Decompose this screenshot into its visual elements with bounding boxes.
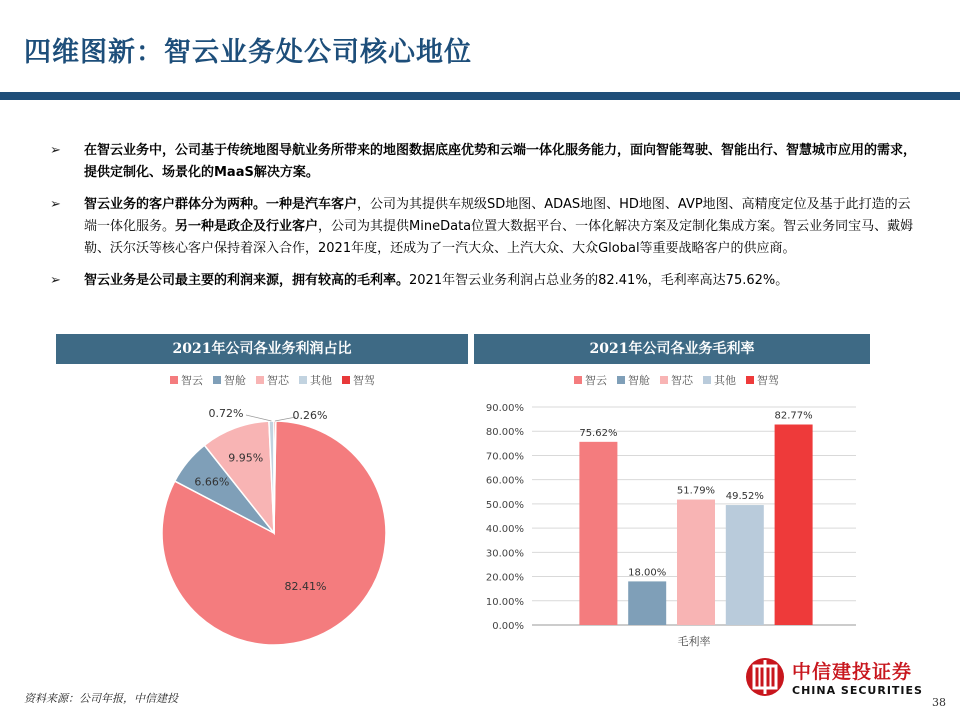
legend-label: 其他 [310, 374, 332, 387]
legend-label: 智舱 [628, 374, 650, 387]
legend-swatch [170, 376, 178, 384]
pie-chart [140, 395, 440, 650]
y-tick-label: 10.00% [485, 596, 524, 608]
source-note: 资料来源：公司年报，中信建投 [24, 692, 178, 705]
legend-swatch [574, 376, 582, 384]
bullet-item [50, 194, 920, 260]
bullet-list [50, 140, 920, 302]
legend-item [746, 372, 779, 388]
legend-swatch [299, 376, 307, 384]
bar [579, 442, 617, 625]
bullet-arrow-icon: ➢ [50, 273, 61, 288]
legend-label: 其他 [714, 374, 736, 387]
title-divider [0, 92, 960, 100]
legend-swatch [342, 376, 350, 384]
logo-text-cn: 中信建投证券 [792, 661, 913, 683]
bullet-item [50, 270, 920, 292]
legend-item [170, 372, 203, 388]
bar-chart [474, 395, 870, 657]
legend-swatch [256, 376, 264, 384]
bar-data-label: 82.77% [774, 410, 813, 422]
bullet-arrow-icon: ➢ [50, 143, 61, 158]
legend-label: 智云 [181, 374, 203, 387]
logo-text-en: CHINA SECURITIES [792, 684, 923, 697]
legend-label: 智驾 [757, 374, 779, 387]
pie-leader-line [246, 415, 271, 421]
legend-swatch [703, 376, 711, 384]
legend-item [342, 372, 375, 388]
y-tick-label: 80.00% [485, 427, 524, 439]
bullet-item [50, 140, 920, 184]
y-tick-label: 20.00% [485, 572, 524, 584]
bar-legend [574, 372, 779, 388]
bar-data-label: 75.62% [579, 427, 618, 439]
y-tick-label: 50.00% [485, 499, 524, 511]
bullet-text: 2021年智云业务利润占总业务的82.41%，毛利率高达75.62%。 [409, 273, 789, 288]
page-number: 38 [932, 696, 946, 709]
company-logo [744, 656, 923, 698]
bullet-arrow-icon: ➢ [50, 197, 61, 212]
pie-data-label: 0.26% [292, 409, 328, 422]
legend-label: 智驾 [353, 374, 375, 387]
bar [677, 500, 715, 625]
pie-chart-title: 2021年公司各业务利润占比 [56, 334, 468, 364]
legend-swatch [660, 376, 668, 384]
legend-swatch [746, 376, 754, 384]
legend-item [256, 372, 289, 388]
bullet-bold-text: 另一种是政企及行业客户 [175, 219, 319, 234]
y-tick-label: 0.00% [492, 621, 524, 632]
legend-item [703, 372, 736, 388]
legend-swatch [617, 376, 625, 384]
pie-data-label: 82.41% [284, 579, 327, 593]
bullet-bold-text: 在智云业务中，公司基于传统地图导航业务所带来的地图数据底座优势和云端一体化服务能力，面向智能驾驶、智能出行、智慧城市应用的需求，提供定制化、场景化的MaaS解决方案。 [84, 143, 917, 180]
bullet-bold-text: 智云业务的客户群体分为两种。一种是汽车客户 [84, 197, 358, 212]
y-tick-label: 70.00% [485, 451, 524, 463]
bar [775, 425, 813, 625]
bullet-text: ，公司为其提供车规级SD地图、ADAS地图、HD地图、AVP地图、高精度定位及基于此打造的云端一体化服务。 [84, 197, 911, 234]
bar-data-label: 18.00% [628, 567, 667, 579]
legend-item [660, 372, 693, 388]
legend-item [299, 372, 332, 388]
pie-data-label: 0.72% [208, 407, 244, 420]
legend-label: 智舱 [224, 374, 246, 387]
bar [628, 581, 666, 625]
legend-item [617, 372, 650, 388]
page-title: 四维图新：智云业务处公司核心地位 [24, 37, 472, 68]
y-tick-label: 60.00% [485, 475, 524, 487]
legend-label: 智芯 [267, 374, 289, 387]
legend-item [574, 372, 607, 388]
y-tick-label: 30.00% [485, 548, 524, 560]
bar-data-label: 51.79% [676, 485, 716, 497]
bullet-bold-text: 智云业务是公司最主要的利润来源，拥有较高的毛利率。 [84, 273, 410, 288]
legend-item [213, 372, 246, 388]
pie-data-label: 9.95% [228, 451, 264, 465]
citic-logo-icon [744, 656, 786, 698]
bullet-text: ，公司为其提供MineData位置大数据平台、一体化解决方案及定制化集成方案。智云业务同宝马、戴姆勒、沃尔沃等核心客户保持着深入合作，2021年度，还成为了一汽大众、上汽大众、大众Global等重要战略客户的供应商。 [84, 219, 914, 256]
legend-label: 智云 [585, 374, 607, 387]
pie-data-label: 6.66% [194, 475, 230, 489]
legend-swatch [213, 376, 221, 384]
bar-data-label: 49.52% [725, 491, 764, 503]
y-tick-label: 40.00% [485, 524, 524, 536]
pie-legend [170, 372, 375, 388]
y-tick-label: 90.00% [485, 403, 524, 414]
bar-chart-title: 2021年公司各业务毛利率 [474, 334, 870, 364]
x-axis-label: 毛利率 [677, 635, 711, 648]
bar [726, 505, 764, 625]
legend-label: 智芯 [671, 374, 693, 387]
